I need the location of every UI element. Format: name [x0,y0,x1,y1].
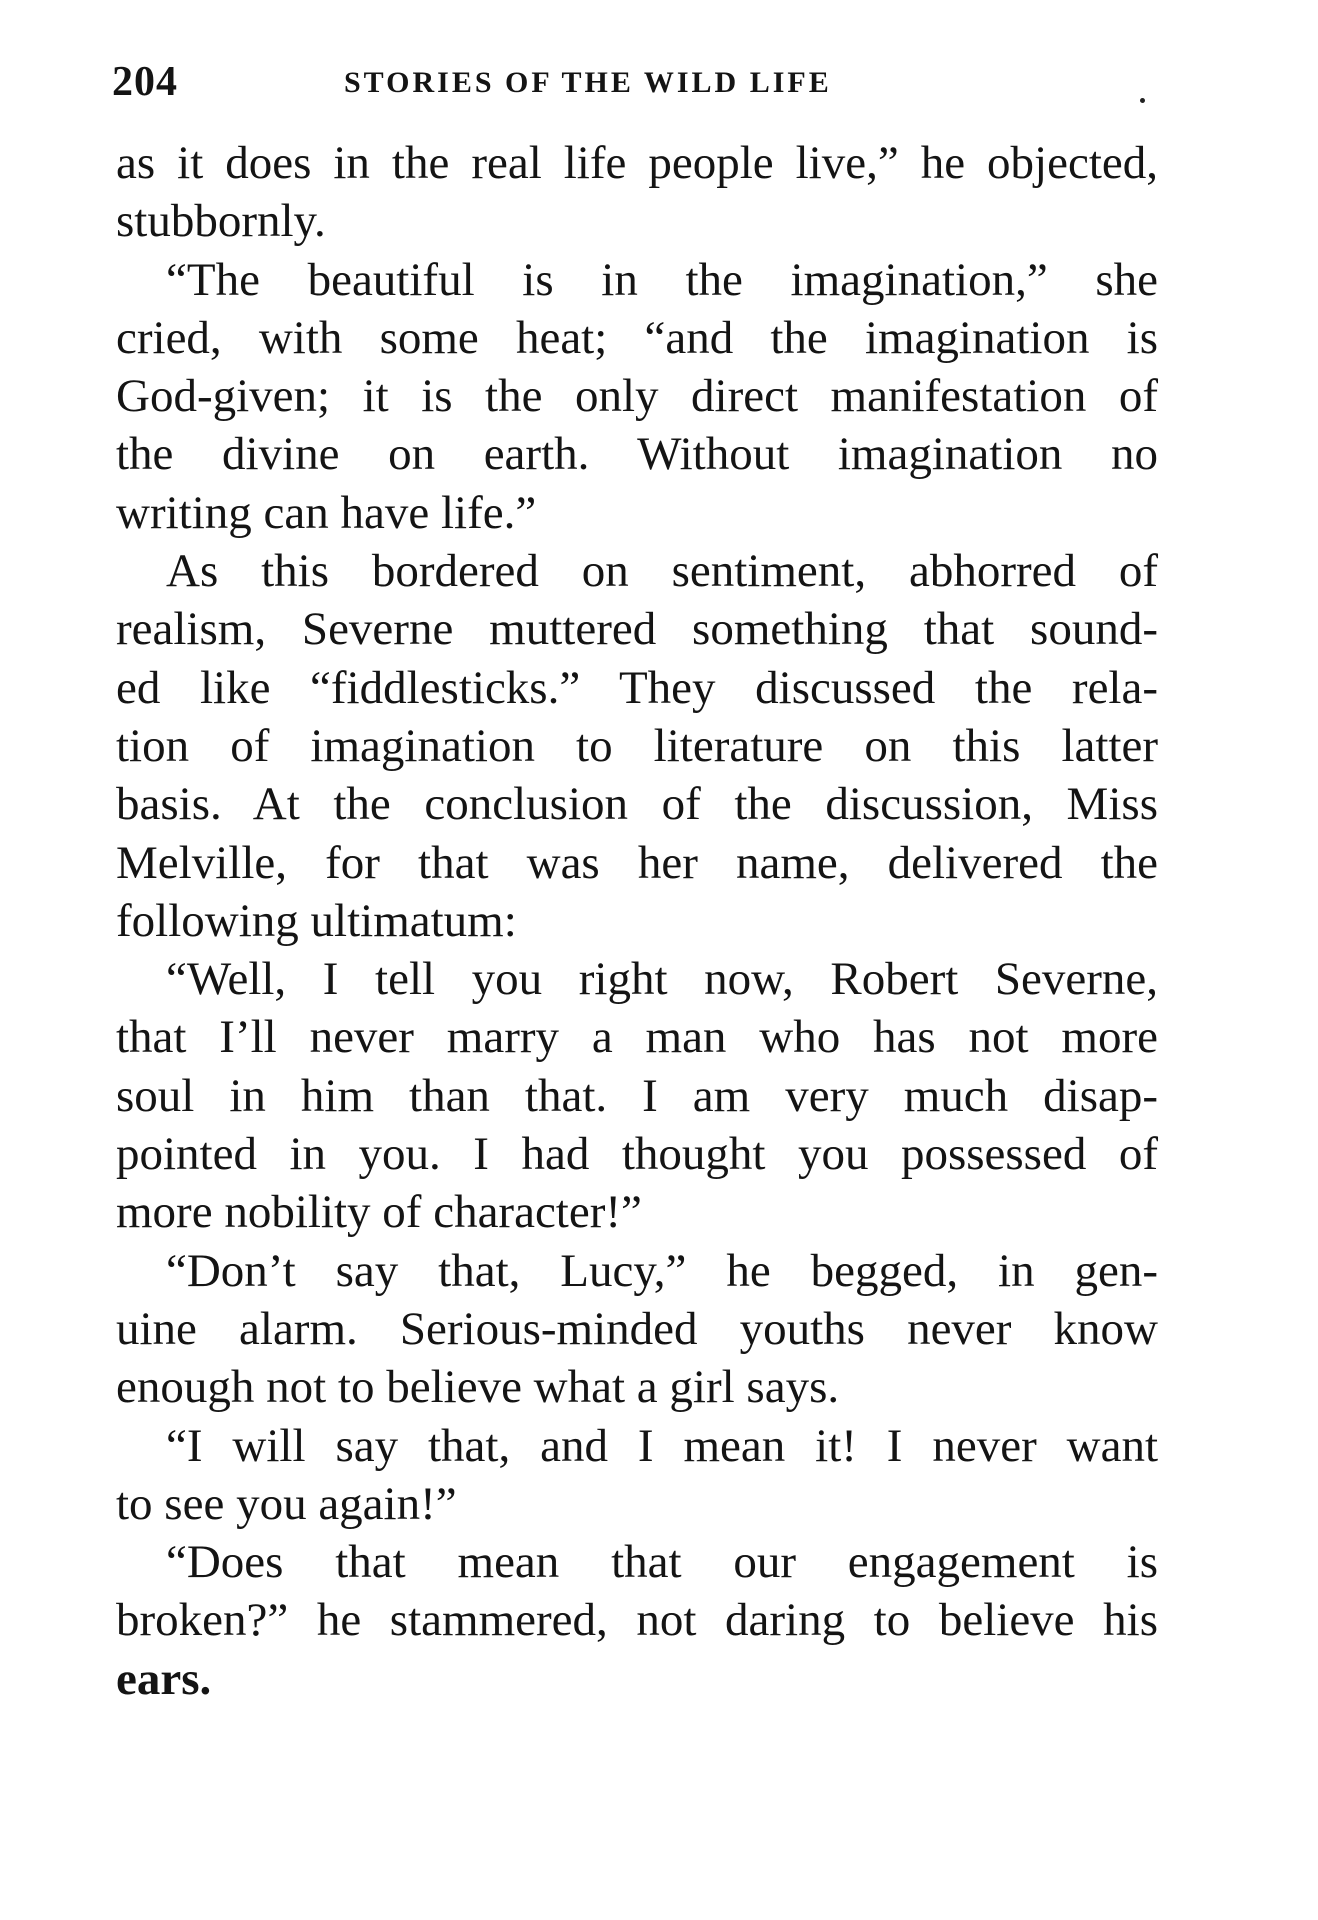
text-line: writing can have life.” [116,486,537,539]
text-line: uine alarm. Serious-minded youths never know [116,1302,1158,1355]
text-line: ed like “fiddlesticks.” They discussed the rela- [116,661,1158,714]
text-line: “Does that mean that our engagement is [166,1536,1158,1589]
text-line: as it does in the real life people live,” he objected, [116,137,1158,189]
text-line: As this bordered on sentiment, abhorred of [166,545,1158,598]
text-line: “The beautiful is in the imagination,” she [166,253,1158,306]
text-line: basis. At the conclusion of the discussion, Miss [116,778,1158,831]
text-line: to see you again!” [116,1477,457,1530]
text-line: more nobility of character!” [116,1186,642,1239]
body-text [116,134,1158,1708]
text-line: following ultimatum: [116,894,517,947]
text-line: that I’ll never marry a man who has not more [116,1011,1158,1064]
text-line: broken?” he stammered, not daring to believe his [116,1594,1158,1647]
text-line: “I will say that, and I mean it! I never want [166,1419,1158,1472]
text-line: cried, with some heat; “and the imagination is [116,311,1158,364]
running-title: STORIES OF THE WILD LIFE [344,66,832,99]
running-head [112,58,1154,118]
text-line: “Well, I tell you right now, Robert Severne, [166,953,1158,1006]
page-number: 204 [112,59,178,105]
text-line: God-given; it is the only direct manifestation of [116,370,1158,423]
text-line: “Don’t say that, Lucy,” he begged, in gen- [166,1244,1158,1297]
text-line: realism, Severne muttered something that sound- [116,603,1158,656]
text-line: the divine on earth. Without imagination no [116,428,1158,481]
text-line: ears. [116,1652,212,1705]
text-line: enough not to believe what a girl says. [116,1361,840,1414]
text-line: soul in him than that. I am very much disap- [116,1069,1158,1122]
print-speck [1140,98,1145,103]
text-line: stubbornly. [116,195,326,248]
text-line: Melville, for that was her name, delivered the [116,836,1158,889]
text-line: tion of imagination to literature on this latter [116,719,1158,772]
text-line: pointed in you. I had thought you possessed of [116,1128,1158,1181]
